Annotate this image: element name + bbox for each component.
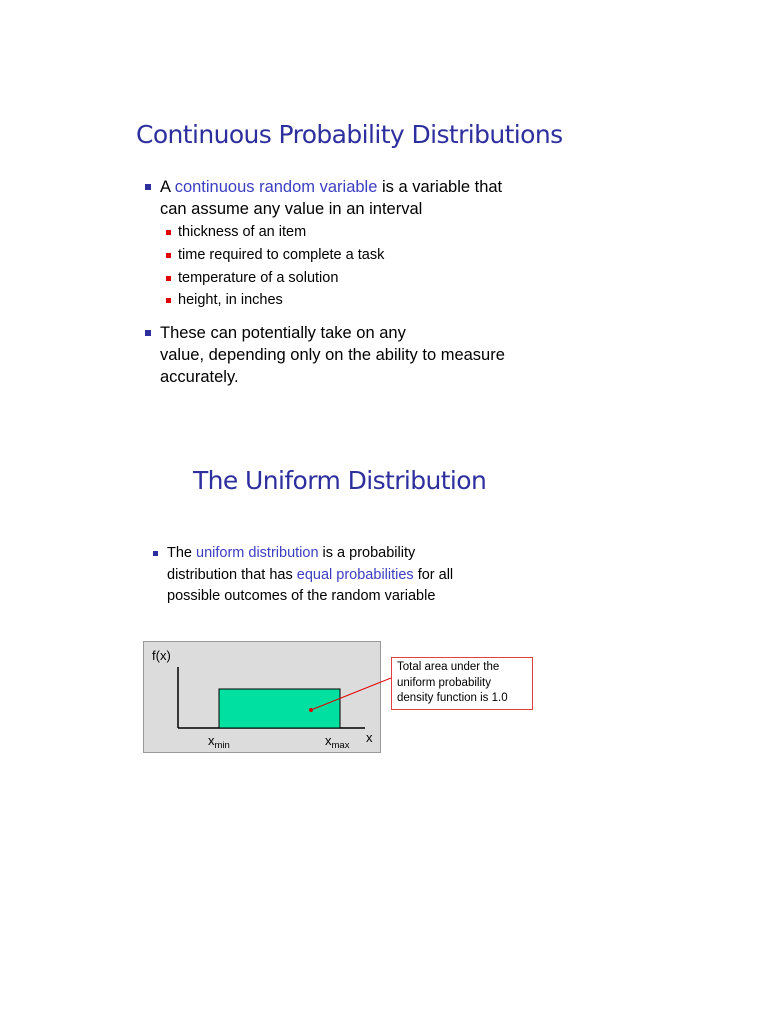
example-item [178, 221, 306, 244]
x-max-label [325, 733, 350, 751]
sub-bullet-square-icon [166, 230, 171, 235]
example-text: time required to complete a task [178, 247, 385, 263]
slide1-title: Continuous Probability Distributions [136, 120, 563, 149]
bullet-text-line2: value, depending only on the ability to measure [160, 346, 505, 364]
callout-line: density function is 1.0 [397, 692, 508, 704]
example-item [178, 244, 384, 267]
x-min-label [208, 733, 230, 751]
x-axis-label: x [366, 730, 373, 745]
example-item [178, 289, 283, 312]
uniform-distribution-figure [143, 641, 381, 753]
x-min-base: x [208, 733, 215, 748]
bullet-square-icon [153, 551, 158, 556]
example-text: height, in inches [178, 292, 283, 308]
bullet-continuous-random-variable [160, 176, 502, 220]
bullet-text-pre: The [167, 545, 197, 561]
sub-bullet-square-icon [166, 276, 171, 281]
bullet-text-post: is a variable that [377, 178, 503, 196]
callout-line: Total area under the [397, 661, 500, 673]
bullet-text-line3: accurately. [160, 368, 239, 386]
term-continuous-random-variable: continuous random variable [174, 178, 378, 196]
uniform-distribution-diagram [144, 642, 382, 754]
bullet-text-pre: A [160, 178, 175, 196]
sub-bullet-square-icon [166, 298, 171, 303]
bullet-text-line2-post: for all [413, 566, 454, 583]
bullet-uniform-distribution [167, 543, 453, 608]
x-max-base: x [325, 733, 332, 748]
callout-line: uniform probability [397, 676, 491, 689]
term-uniform-distribution: uniform distribution [196, 545, 319, 561]
bullet-text-line2-pre: distribution that has [167, 566, 297, 583]
example-text: temperature of a solution [178, 270, 339, 286]
bullet-text-line2: can assume any value in an interval [160, 200, 423, 218]
x-min-subscript: min [214, 740, 230, 751]
area-callout-box [391, 657, 533, 710]
example-text: thickness of an item [178, 224, 307, 240]
bullet-measure-accuracy [160, 322, 505, 388]
example-item [178, 267, 338, 290]
uniform-density-rectangle [219, 689, 340, 728]
bullet-text-mid: is a probability [318, 545, 416, 561]
bullet-square-icon [145, 330, 151, 336]
slide2-title: The Uniform Distribution [193, 466, 487, 495]
sub-bullet-square-icon [166, 253, 171, 258]
y-axis-label: f(x) [152, 648, 171, 663]
bullet-text-line3: possible outcomes of the random variable [167, 588, 436, 604]
term-equal-probabilities: equal probabilities [296, 566, 414, 583]
bullet-square-icon [145, 184, 151, 190]
bullet-text-line1: These can potentially take on any [160, 324, 406, 342]
x-max-subscript: max [331, 740, 350, 751]
